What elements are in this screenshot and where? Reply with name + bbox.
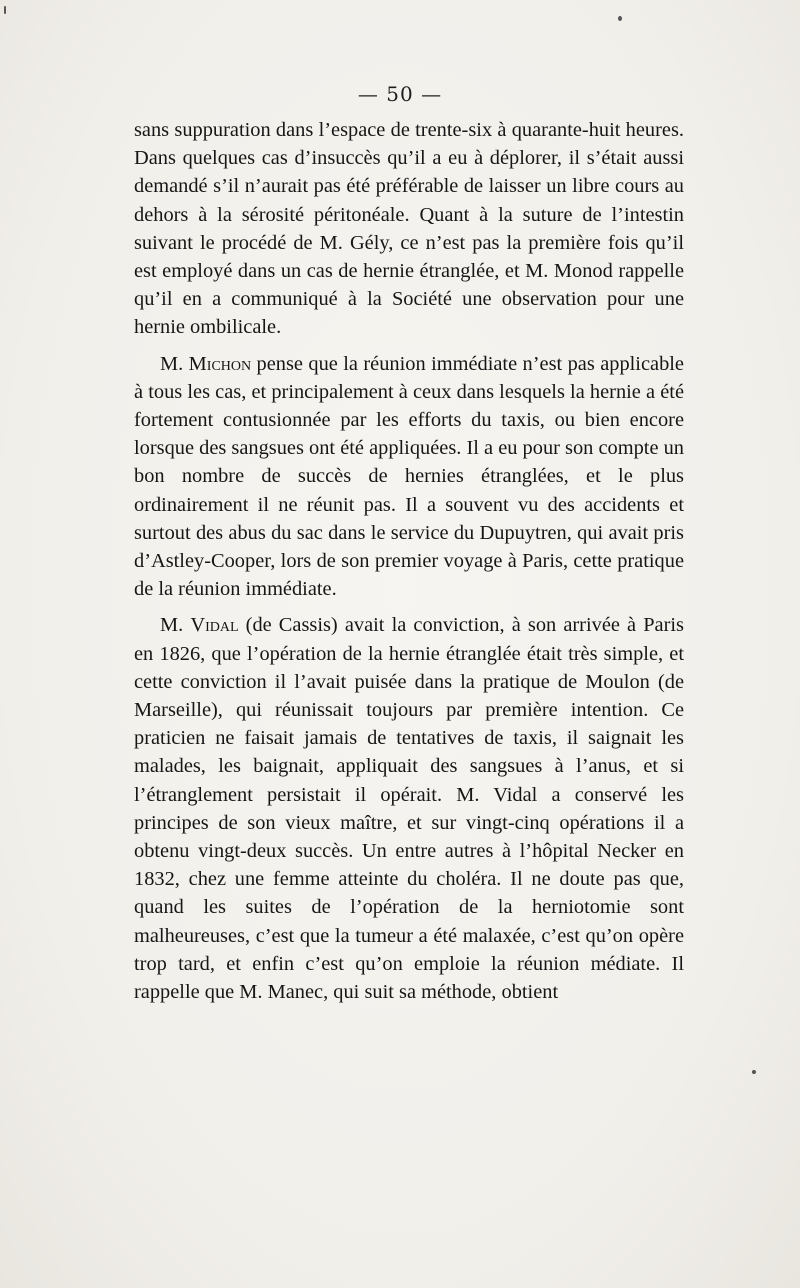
speaker-prefix: M. — [160, 614, 184, 637]
speaker-name: Vidal — [190, 614, 239, 637]
page-number: — 50 — — [357, 82, 443, 106]
body-text — [134, 116, 684, 1006]
ink-speck — [4, 6, 6, 14]
paragraph-text: pense que la réunion immédiate n’est pas applicable à tous les cas, et principalement à ceux dans lesquels la hernie a été fortement contusionnée par les efforts du taxis, ou bien encore lorsque des sangsues ont été appliquées. Il a eu pour son compte un bon nombre de succès de hernies étranglées, et le plus ordinairement il ne réunit pas. Il a souvent vu des accidents et surtout des abus du sac dans le service du Dupuytren, qui avait pris d’Astley-Cooper, lors de son premier voyage à Paris, cette pratique de la réunion immédiate. — [134, 352, 684, 601]
paragraph-text: (de Cassis) avait la conviction, à son arrivée à Paris en 1826, que l’opération de la hernie étranglée était très simple, et cette conviction il l’avait puisée dans la pratique de Moulon (de Marseille), qui réunissait toujours par première intention. Ce praticien ne faisait jamais de tentatives de taxis, il saignait les malades, les baignait, appliquait des sangsues à l’anus, et si l’étranglement persistait il opérait. M. Vidal a conservé les principes de son vieux maître, et sur vingt-cinq opérations il a obtenu vingt-deux succès. Un entre autres à l’hôpital Necker en 1832, chez une femme atteinte du choléra. Il ne doute pas que, quand les suites de l’opération de la herniotomie sont malheureuses, c’est que la tumeur a été malaxée, c’est qu’on opère trop tard, et enfin c’est qu’on emploie la réunion médiate. Il rappelle que M. Manec, qui suit sa méthode, obtient — [134, 614, 684, 1004]
speaker-name: Michon — [188, 352, 252, 375]
ink-speck — [752, 1070, 756, 1074]
speaker-prefix: M. — [160, 352, 184, 375]
ink-speck — [618, 16, 622, 21]
paragraph-continuation: sans suppuration dans l’espace de trente-six à quarante-huit heures. Dans quelques cas d’insuccès qu’il a eu à déplorer, il s’était aussi demandé s’il n’aurait pas été préférable de laisser un libre cours au dehors à la sérosité péritonéale. Quant à la suture de l’intestin suivant le procédé de M. Gély, ce n’est pas la première fois qu’il est employé dans un cas de hernie étranglée, et M. Monod rappelle qu’il en a communiqué à la Société une observation pour une hernie ombilicale. — [134, 119, 684, 339]
paragraph-michon — [134, 350, 684, 604]
paragraph-vidal — [134, 611, 684, 1006]
